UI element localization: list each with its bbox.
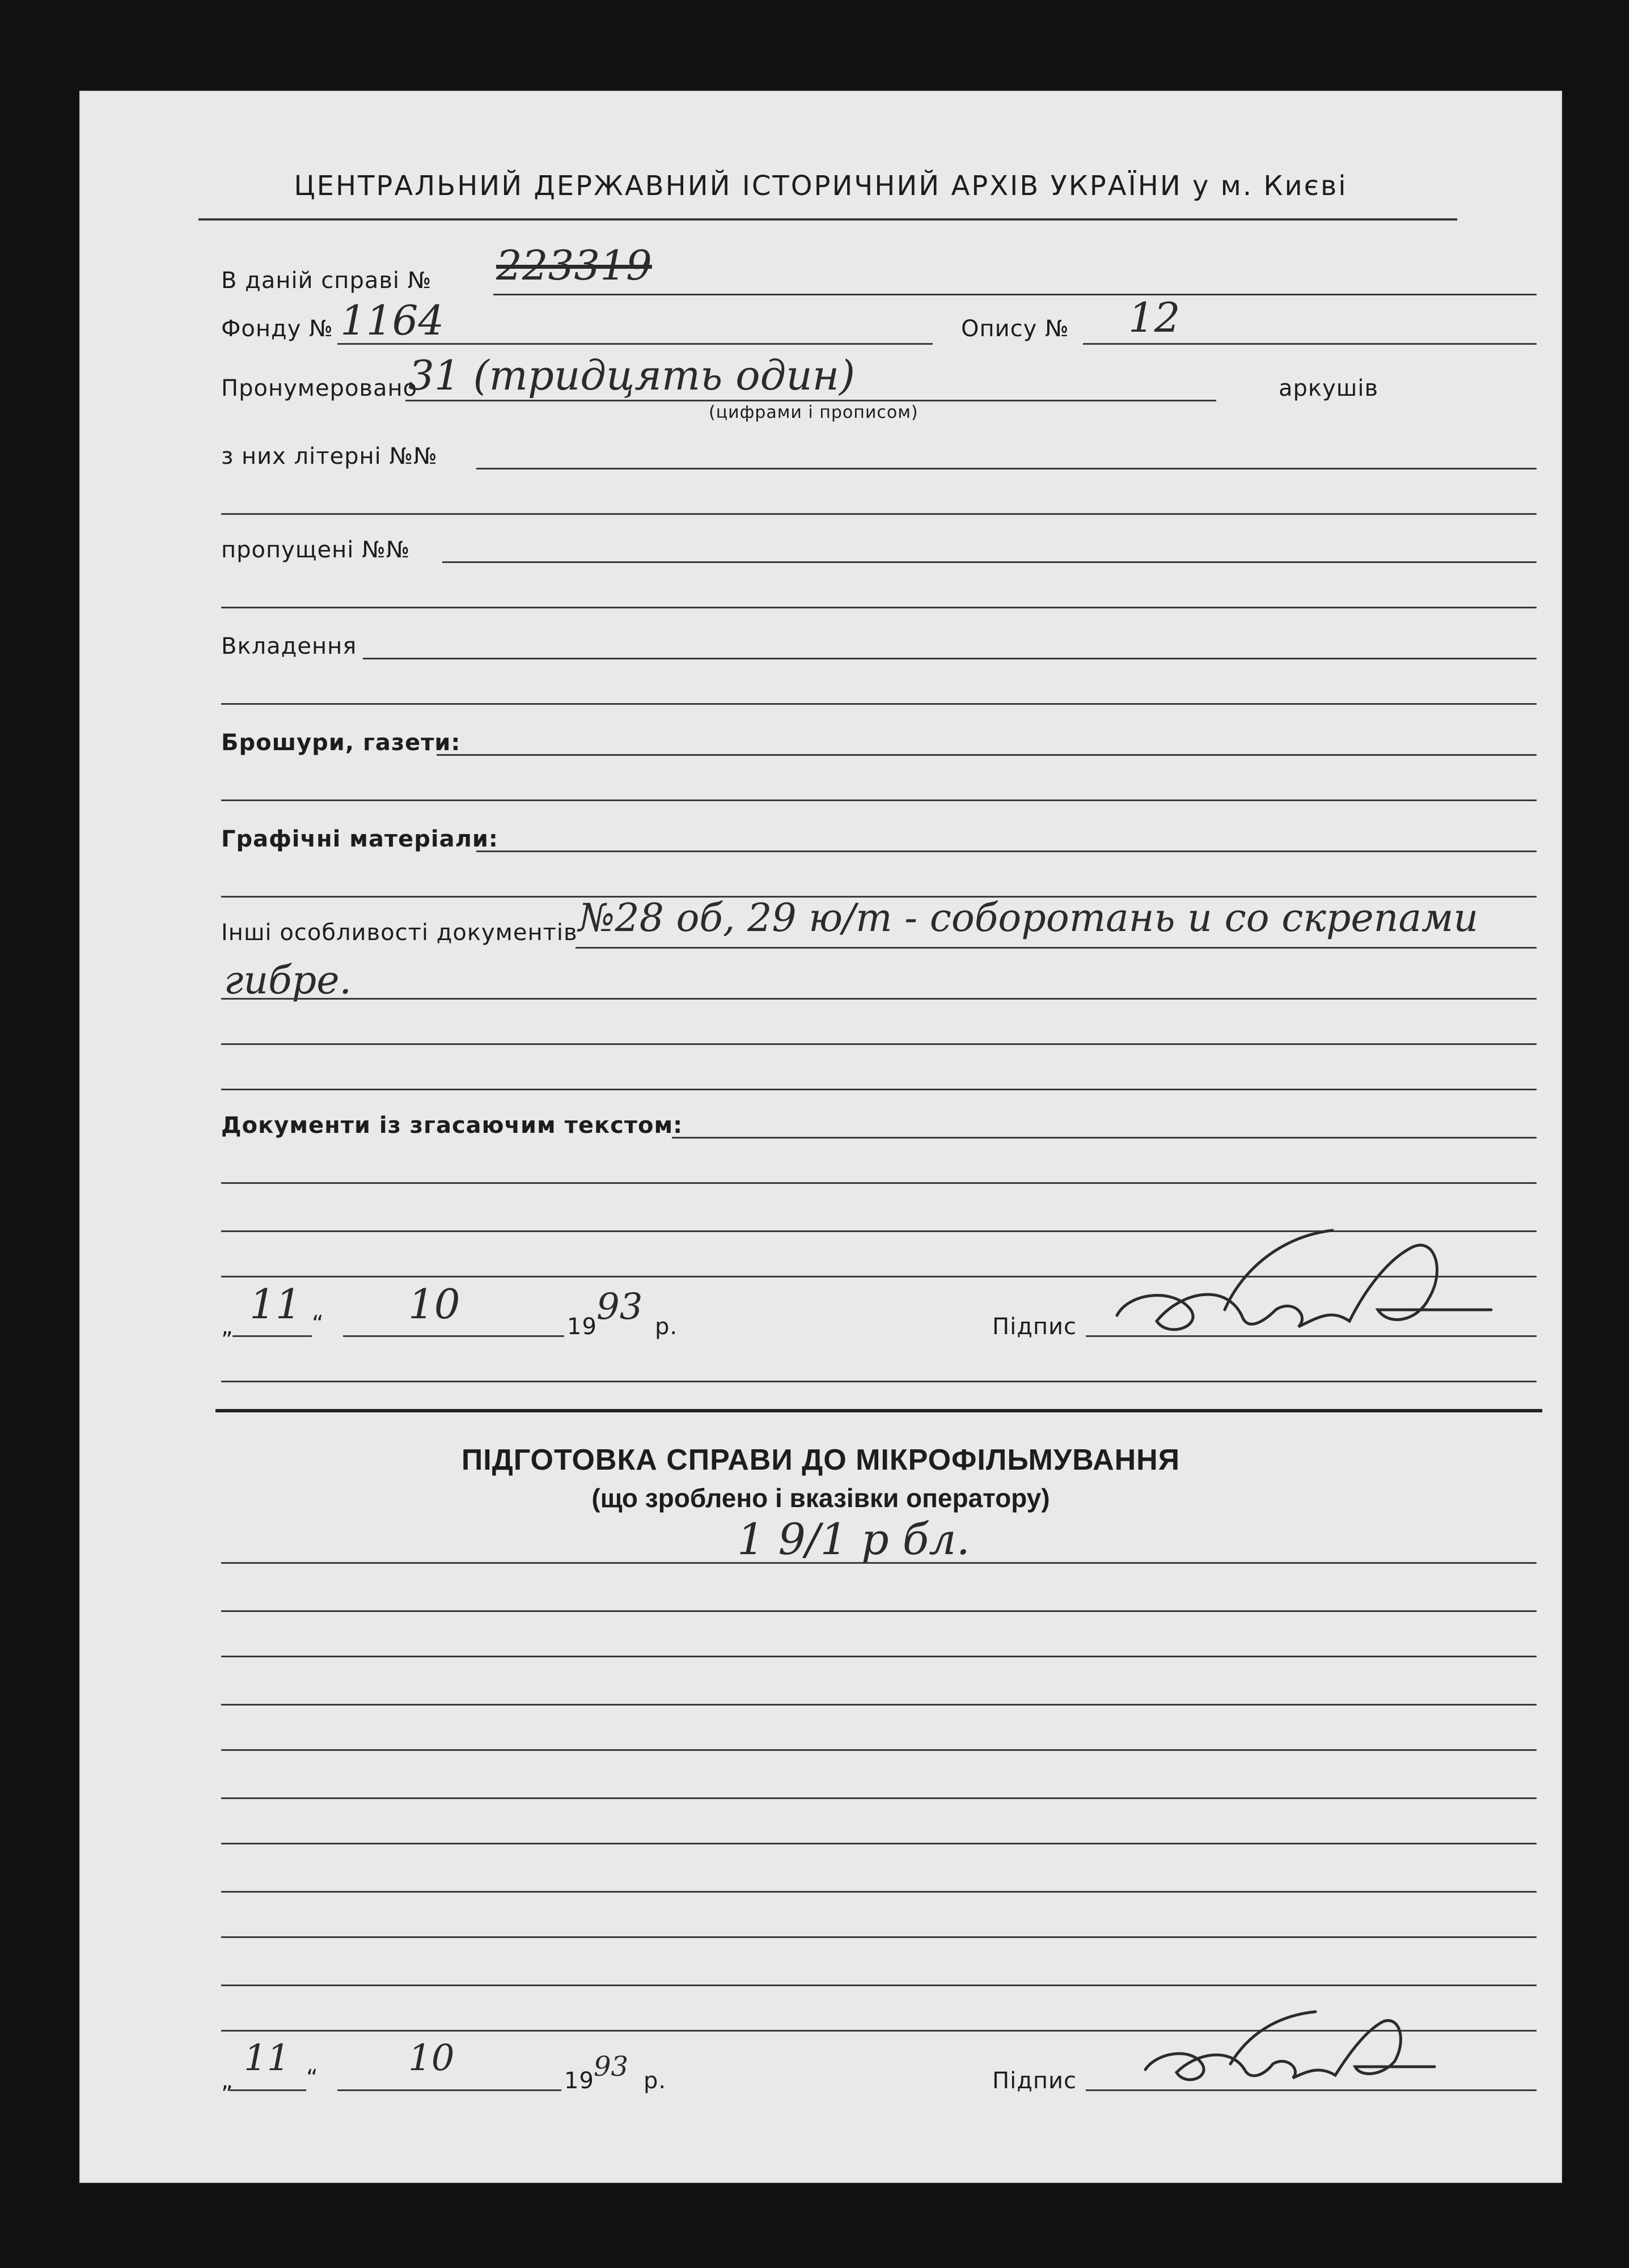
other-features-line-2 xyxy=(221,998,1537,1000)
micro-line-6 xyxy=(221,1797,1537,1799)
signature1-label: Підпис xyxy=(992,1314,1077,1340)
section-divider xyxy=(215,1409,1542,1412)
micro-line-4 xyxy=(221,1704,1537,1706)
micro-line-9 xyxy=(221,1936,1537,1938)
other-features-label: Інші особливості документів xyxy=(221,920,578,946)
micro-line-1 xyxy=(221,1562,1537,1564)
date1-open-quote: „ xyxy=(221,1314,234,1340)
letter-numbers-line-2 xyxy=(221,513,1537,515)
fond-handwritten: 1164 xyxy=(340,297,445,344)
date2-month-handwritten: 10 xyxy=(408,2037,455,2079)
signature2-label: Підпис xyxy=(992,2068,1077,2094)
date2-close-quote: “ xyxy=(306,2065,319,2091)
letter-numbers-label: з них літерні №№ xyxy=(221,443,438,469)
date1-day-handwritten: 11 xyxy=(249,1280,302,1328)
date2-year-prefix: 19 xyxy=(564,2068,594,2094)
date1-day-line xyxy=(232,1335,312,1337)
other-features-handwritten-1: №28 об, 29 ю/т - соборотань и со скрепами xyxy=(578,896,1479,941)
micro-line-5 xyxy=(221,1749,1537,1751)
archive-form-sheet xyxy=(79,91,1562,2183)
header-rule xyxy=(198,218,1457,221)
other-features-line-4 xyxy=(221,1089,1537,1090)
date2-year-handwritten: 93 xyxy=(594,2051,629,2083)
graphic-materials-line xyxy=(476,850,1537,852)
date1-month-line xyxy=(343,1335,564,1337)
micro-note-handwritten: 1 9/1 р бл. xyxy=(737,1514,970,1564)
missing-numbers-line-2 xyxy=(221,607,1537,608)
signature1-image xyxy=(1094,1225,1503,1355)
attachments-line-2 xyxy=(221,703,1537,705)
fond-line xyxy=(337,343,933,345)
brochures-line-2 xyxy=(221,799,1537,801)
attachments-line xyxy=(363,658,1537,659)
date1-close-quote: “ xyxy=(312,1311,324,1337)
fading-text-label: Документи із згасаючим текстом: xyxy=(221,1112,683,1139)
micro-section-subtitle: (що зроблено і вказівки оператору) xyxy=(591,1483,1050,1513)
brochures-label: Брошури, газети: xyxy=(221,730,461,756)
missing-numbers-line xyxy=(442,561,1537,563)
micro-line-2 xyxy=(221,1610,1537,1612)
case-number-line xyxy=(493,294,1537,295)
numbered-label: Пронумеровано xyxy=(221,375,418,401)
fading-text-line xyxy=(672,1137,1537,1139)
signature2-image xyxy=(1134,2007,1474,2098)
case-number-label: В даній справі № xyxy=(221,268,432,294)
date1-year-prefix: 19 xyxy=(567,1314,597,1340)
other-features-line xyxy=(576,947,1537,949)
opys-handwritten: 12 xyxy=(1128,294,1181,341)
date2-day-handwritten: 11 xyxy=(244,2037,290,2079)
date2-day-line xyxy=(230,2089,306,2091)
archive-header: ЦЕНТРАЛЬНИЙ ДЕРЖАВНИЙ ІСТОРИЧНИЙ АРХІВ УКРАЇНИ у м. Києві xyxy=(294,170,1348,202)
date1-suffix: р. xyxy=(655,1314,678,1340)
other-features-line-3 xyxy=(221,1043,1537,1045)
micro-line-10 xyxy=(221,1984,1537,1986)
case-number-handwritten: 223319 xyxy=(496,242,652,289)
micro-line-7 xyxy=(221,1843,1537,1844)
brochures-line xyxy=(437,754,1537,756)
micro-section-title: ПІДГОТОВКА СПРАВИ ДО МІКРОФІЛЬМУВАННЯ xyxy=(461,1444,1181,1476)
fading-text-line-2 xyxy=(221,1182,1537,1184)
missing-numbers-label: пропущені №№ xyxy=(221,537,411,563)
numbered-handwritten: 31 (тридцять один) xyxy=(408,352,856,399)
date2-month-line xyxy=(337,2089,561,2091)
numbered-hint: (цифрами і прописом) xyxy=(709,403,919,422)
graphic-materials-label: Графічні матеріали: xyxy=(221,826,498,852)
date2-open-quote: „ xyxy=(221,2068,234,2094)
attachments-label: Вкладення xyxy=(221,633,357,659)
micro-line-3 xyxy=(221,1656,1537,1657)
date2-suffix: р. xyxy=(644,2068,667,2094)
opys-label: Опису № xyxy=(961,316,1069,342)
other-features-handwritten-2: гибре. xyxy=(224,958,352,1003)
date1-year-handwritten: 93 xyxy=(596,1286,643,1328)
micro-line-8 xyxy=(221,1891,1537,1893)
letter-numbers-line xyxy=(476,468,1537,469)
fond-label: Фонду № xyxy=(221,316,333,342)
after-date1-line xyxy=(221,1381,1537,1382)
sheets-label: аркушів xyxy=(1279,375,1379,401)
date1-month-handwritten: 10 xyxy=(408,1280,460,1328)
opys-line xyxy=(1083,343,1537,345)
